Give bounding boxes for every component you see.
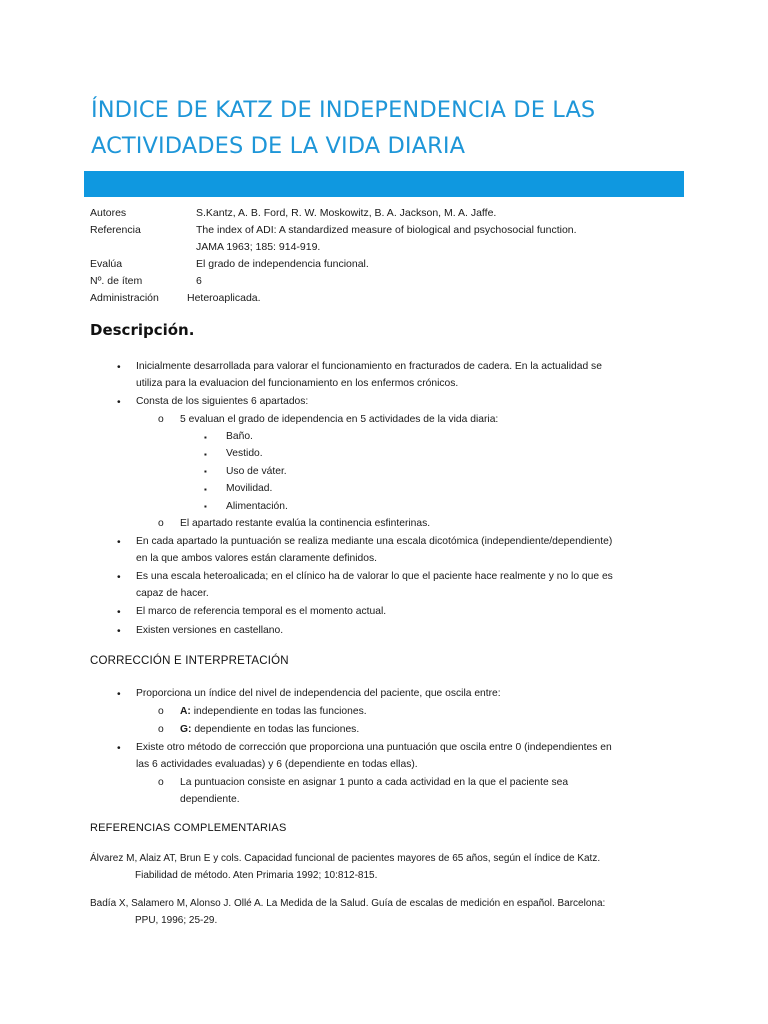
meta-value: S.Kantz, A. B. Ford, R. W. Moskowitz, B. A. Jackson, M. A. Jaffe. [196, 207, 497, 219]
sub-list-item: El apartado restante evalúa la continencia esfinterinas. [180, 518, 431, 529]
sub-list-item: La puntuacion consiste en asignar 1 punto a cada actividad en la que el paciente sea [180, 777, 569, 788]
meta-row-evalua [90, 256, 690, 273]
activity-item: Baño. [226, 431, 253, 442]
circle-bullet-icon: o [158, 706, 164, 717]
activity-item: Uso de váter. [226, 466, 287, 477]
list-item-continuation: en la que ambos valores están claramente definidos. [136, 553, 377, 564]
score-key: G: [180, 724, 192, 735]
list-item-continuation: utiliza para la evaluacion del funcionamiento en los enfermos crónicos. [136, 378, 459, 389]
reference-line: PPU, 1996; 25-29. [135, 915, 218, 926]
list-item: Proporciona un índice del nivel de independencia del paciente, que oscila entre: [136, 688, 501, 699]
square-bullet-icon: ▪ [204, 450, 207, 459]
meta-value: 6 [196, 275, 202, 287]
bullet-icon: • [117, 397, 121, 408]
reference-entry [90, 850, 650, 884]
meta-label: Nº. de ítem [90, 275, 143, 287]
list-item: El marco de referencia temporal es el momento actual. [136, 606, 387, 617]
meta-value: Heteroaplicada. [187, 292, 261, 304]
list-item: En cada apartado la puntuación se realiza mediante una escala dicotómica (independiente/dependiente) [136, 536, 613, 547]
title-color-band [84, 171, 684, 197]
bullet-icon: • [117, 689, 121, 700]
bullet-icon: • [117, 607, 121, 618]
sub-list-item-continuation: dependiente. [180, 794, 240, 805]
square-bullet-icon: ▪ [204, 433, 207, 442]
list-item: Es una escala heteroalicada; en el clínico ha de valorar lo que el paciente hace realmente y no lo que es [136, 571, 613, 582]
section-heading-correccion: CORRECCIÓN E INTERPRETACIÓN [90, 655, 289, 667]
score-text: dependiente en todas las funciones. [191, 724, 360, 735]
section-heading-referencias: REFERENCIAS COMPLEMENTARIAS [90, 822, 287, 834]
list-item: Existen versiones en castellano. [136, 625, 284, 636]
meta-row-referencia [90, 222, 690, 256]
bullet-icon: • [117, 626, 121, 637]
circle-bullet-icon: o [158, 414, 164, 425]
meta-row-autores [90, 205, 690, 222]
circle-bullet-icon: o [158, 724, 164, 735]
meta-label: Autores [90, 207, 127, 219]
meta-row-items [90, 273, 690, 290]
reference-line: JAMA 1963; 185: 914-919. [196, 241, 321, 253]
metadata-table [90, 205, 690, 307]
circle-bullet-icon: o [158, 518, 164, 529]
list-item: Consta de los siguientes 6 apartados: [136, 396, 309, 407]
bullet-icon: • [117, 537, 121, 548]
square-bullet-icon: ▪ [204, 485, 207, 494]
page-title: ÍNDICE DE KATZ DE INDEPENDENCIA DE LAS ACTIVIDADES DE LA VIDA DIARIA [91, 97, 596, 159]
circle-bullet-icon: o [158, 777, 164, 788]
meta-label: Evalúa [90, 258, 123, 270]
bullet-icon: • [117, 362, 121, 373]
reference-line: The index of ADI: A standardized measure of biological and psychosocial function. [196, 224, 577, 236]
score-text: independiente en todas las funciones. [190, 706, 367, 717]
list-item: Inicialmente desarrollada para valorar el funcionamiento en fracturados de cadera. En la actualidad se [136, 361, 602, 372]
list-item: Existe otro método de corrección que proporciona una puntuación que oscila entre 0 (independientes en [136, 742, 612, 753]
meta-label: Referencia [90, 224, 141, 236]
activity-item: Movilidad. [226, 483, 273, 494]
meta-row-administracion [90, 290, 690, 307]
square-bullet-icon: ▪ [204, 467, 207, 476]
meta-value [196, 222, 666, 256]
score-key: A: [180, 706, 191, 717]
sub-list-item [180, 721, 359, 738]
sub-list-item: 5 evaluan el grado de idependencia en 5 actividades de la vida diaria: [180, 414, 499, 425]
list-item-continuation: capaz de hacer. [136, 588, 209, 599]
reference-entry [90, 895, 650, 929]
activity-item: Alimentación. [226, 501, 288, 512]
reference-line: Álvarez M, Alaiz AT, Brun E y cols. Capacidad funcional de pacientes mayores de 65 años, según el índice de Katz. [90, 853, 601, 864]
meta-value: El grado de independencia funcional. [196, 258, 369, 270]
sub-list-item [180, 703, 367, 720]
activity-item: Vestido. [226, 448, 263, 459]
section-heading-descripcion: Descripción. [90, 321, 195, 339]
square-bullet-icon: ▪ [204, 502, 207, 511]
list-item-continuation: las 6 actividades evaluadas) y 6 (dependiente en todas ellas). [136, 759, 418, 770]
reference-line: Fiabilidad de método. Aten Primaria 1992; 10:812-815. [135, 870, 378, 881]
reference-line: Badía X, Salamero M, Alonso J. Ollé A. La Medida de la Salud. Guía de escalas de medición en español. Barcelona: [90, 898, 606, 909]
bullet-icon: • [117, 743, 121, 754]
bullet-icon: • [117, 572, 121, 583]
meta-label: Administración [90, 292, 159, 304]
